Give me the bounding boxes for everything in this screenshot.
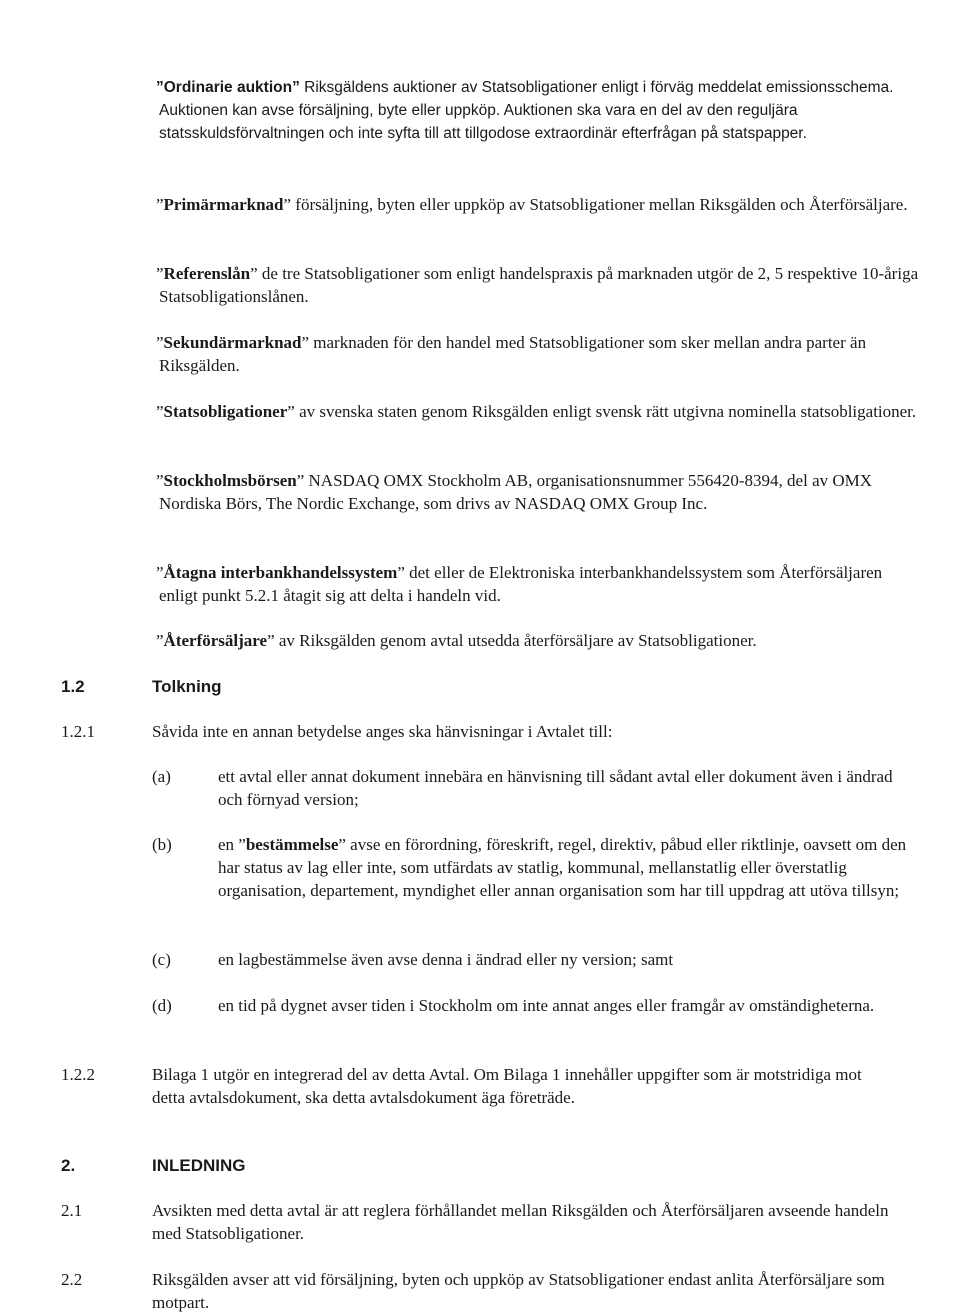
definition-description: av Riksgälden genom avtal utsedda återförsäljare av Statsobligationer. [278, 631, 757, 650]
definition-atagna-interbankhandelssystem: ”Åtagna interbankhandelssystem” det eller de Elektroniska interbankhandelssystem som Återförsäljaren enligt punkt 5.2.1 åtagit sig att delta i handeln vid. [156, 563, 883, 605]
list-item-text: ett avtal eller annat dokument innebära en hänvisning till sådant avtal eller dokument även i ändrad och förnyad version; [218, 767, 893, 809]
defined-term: bestämmelse [245, 835, 339, 854]
definition-term: Primärmarknad [163, 195, 284, 214]
list-item-label: (a) [152, 767, 171, 786]
definition-description: marknaden för den handel med Statsobligationer som sker mellan andra parter än Riksgälden. [159, 333, 867, 375]
clause-number: 2.1 [61, 1201, 83, 1220]
list-item-label: (c) [152, 950, 171, 969]
definition-description: de tre Statsobligationer som enligt handelspraxis på marknaden utgör de 2, 5 respektive 10-åriga Statsobligationslånen. [159, 264, 919, 306]
clause-text: Riksgälden avser att vid försäljning, byten och uppköp av Statsobligationer endast anlita Återförsäljare som motpart. [152, 1270, 885, 1312]
section-title: Tolkning [152, 677, 222, 696]
definition-term: Återförsäljare [163, 631, 268, 650]
list-item-text: en tid på dygnet avser tiden i Stockholm om inte annat anges eller framgår av omständigheterna. [218, 996, 875, 1015]
definition-aterforsaljare: ”Återförsäljare” av Riksgälden genom avtal utsedda återförsäljare av Statsobligationer. [156, 631, 757, 650]
definition-statsobligationer: ”Statsobligationer” av svenska staten genom Riksgälden enligt svensk rätt utgivna nominella statsobligationer. [156, 402, 917, 421]
list-item-label: (d) [152, 996, 172, 1015]
section-title: INLEDNING [152, 1156, 246, 1175]
list-item-text: en ”bestämmelse” avse en förordning, föreskrift, regel, direktiv, påbud eller riktlinje, oavsett om den har status av lag eller inte, som utfärdats av statlig, kommunal, mellanstatlig eller överstatlig organisation, departement, myndighet eller annan organisation som har till uppdrag att utöva tillsyn; [218, 835, 907, 900]
definition-sekundarmarknad: ”Sekundärmarknad” marknaden för den handel med Statsobligationer som sker mellan andra parter än Riksgälden. [156, 333, 867, 375]
definition-referenslan: ”Referenslån” de tre Statsobligationer som enligt handelspraxis på marknaden utgör de 2, 5 respektive 10-åriga Statsobligationslånen. [156, 264, 919, 306]
clause-text: Såvida inte en annan betydelse anges ska hänvisningar i Avtalet till: [152, 722, 613, 741]
section-number: 1.2 [61, 677, 85, 696]
clause-text: Bilaga 1 utgör en integrerad del av detta Avtal. Om Bilaga 1 innehåller uppgifter som är motstridiga mot detta avtalsdokument, ska detta avtalsdokument äga företräde. [152, 1065, 862, 1107]
section-number: 2. [61, 1156, 76, 1175]
clause-number: 1.2.2 [61, 1065, 95, 1084]
definition-description: det eller de Elektroniska interbankhandelssystem som Återförsäljaren enligt punkt 5.2.1 åtagit sig att delta i handeln vid. [159, 563, 883, 605]
definition-term: Statsobligationer [163, 402, 288, 421]
definition-primarmarknad: ”Primärmarknad” försäljning, byten eller uppköp av Statsobligationer mellan Riksgälden och Återförsäljare. [156, 195, 908, 214]
definition-description: Riksgäldens auktioner av Statsobligationer enligt i förväg meddelat emissionsschema. Auktionen kan avse försäljning, byte eller uppköp. Auktionen ska vara en del av den reguljära statsskuldsförvaltningen och inte syfta till att tillgodose extraordinär efterfrågan på statspapper. [159, 79, 894, 142]
definition-description: NASDAQ OMX Stockholm AB, organisationsnummer 556420-8394, del av OMX Nordiska Börs, The Nordic Exchange, som drivs av NASDAQ OMX Group Inc. [159, 471, 873, 513]
definition-description: försäljning, byten eller uppköp av Statsobligationer mellan Riksgälden och Återförsäljare. [295, 195, 908, 214]
definition-term: Åtagna interbankhandelssystem [163, 563, 398, 582]
clause-text: Avsikten med detta avtal är att reglera förhållandet mellan Riksgälden och Återförsäljaren avseende handeln med Statsobligationer. [152, 1201, 889, 1243]
list-item-text: en lagbestämmelse även avse denna i ändrad eller ny version; samt [218, 950, 674, 969]
definition-term: Sekundärmarknad [163, 333, 302, 352]
definition-description: av svenska staten genom Riksgälden enligt svensk rätt utgivna nominella statsobligationer. [299, 402, 917, 421]
clause-number: 1.2.1 [61, 722, 95, 741]
definition-term: Ordinarie auktion [163, 79, 293, 96]
definition-term: Stockholmsbörsen [163, 471, 297, 490]
clause-number: 2.2 [61, 1270, 83, 1289]
definition-term: Referenslån [163, 264, 251, 283]
definition-stockholmsborsen: ”Stockholmsbörsen” NASDAQ OMX Stockholm AB, organisationsnummer 556420-8394, del av OMX Nordiska Börs, The Nordic Exchange, som drivs av NASDAQ OMX Group Inc. [156, 471, 873, 513]
definition-ordinarie-auktion: ”Ordinarie auktion” Riksgäldens auktioner av Statsobligationer enligt i förväg meddelat emissionsschema. Auktionen kan avse försäljning, byte eller uppköp. Auktionen ska vara en del av den reguljära statsskuldsförvaltningen och inte syfta till att tillgodose extraordinär efterfrågan på statspapper. [156, 79, 894, 142]
list-item-label: (b) [152, 835, 172, 854]
